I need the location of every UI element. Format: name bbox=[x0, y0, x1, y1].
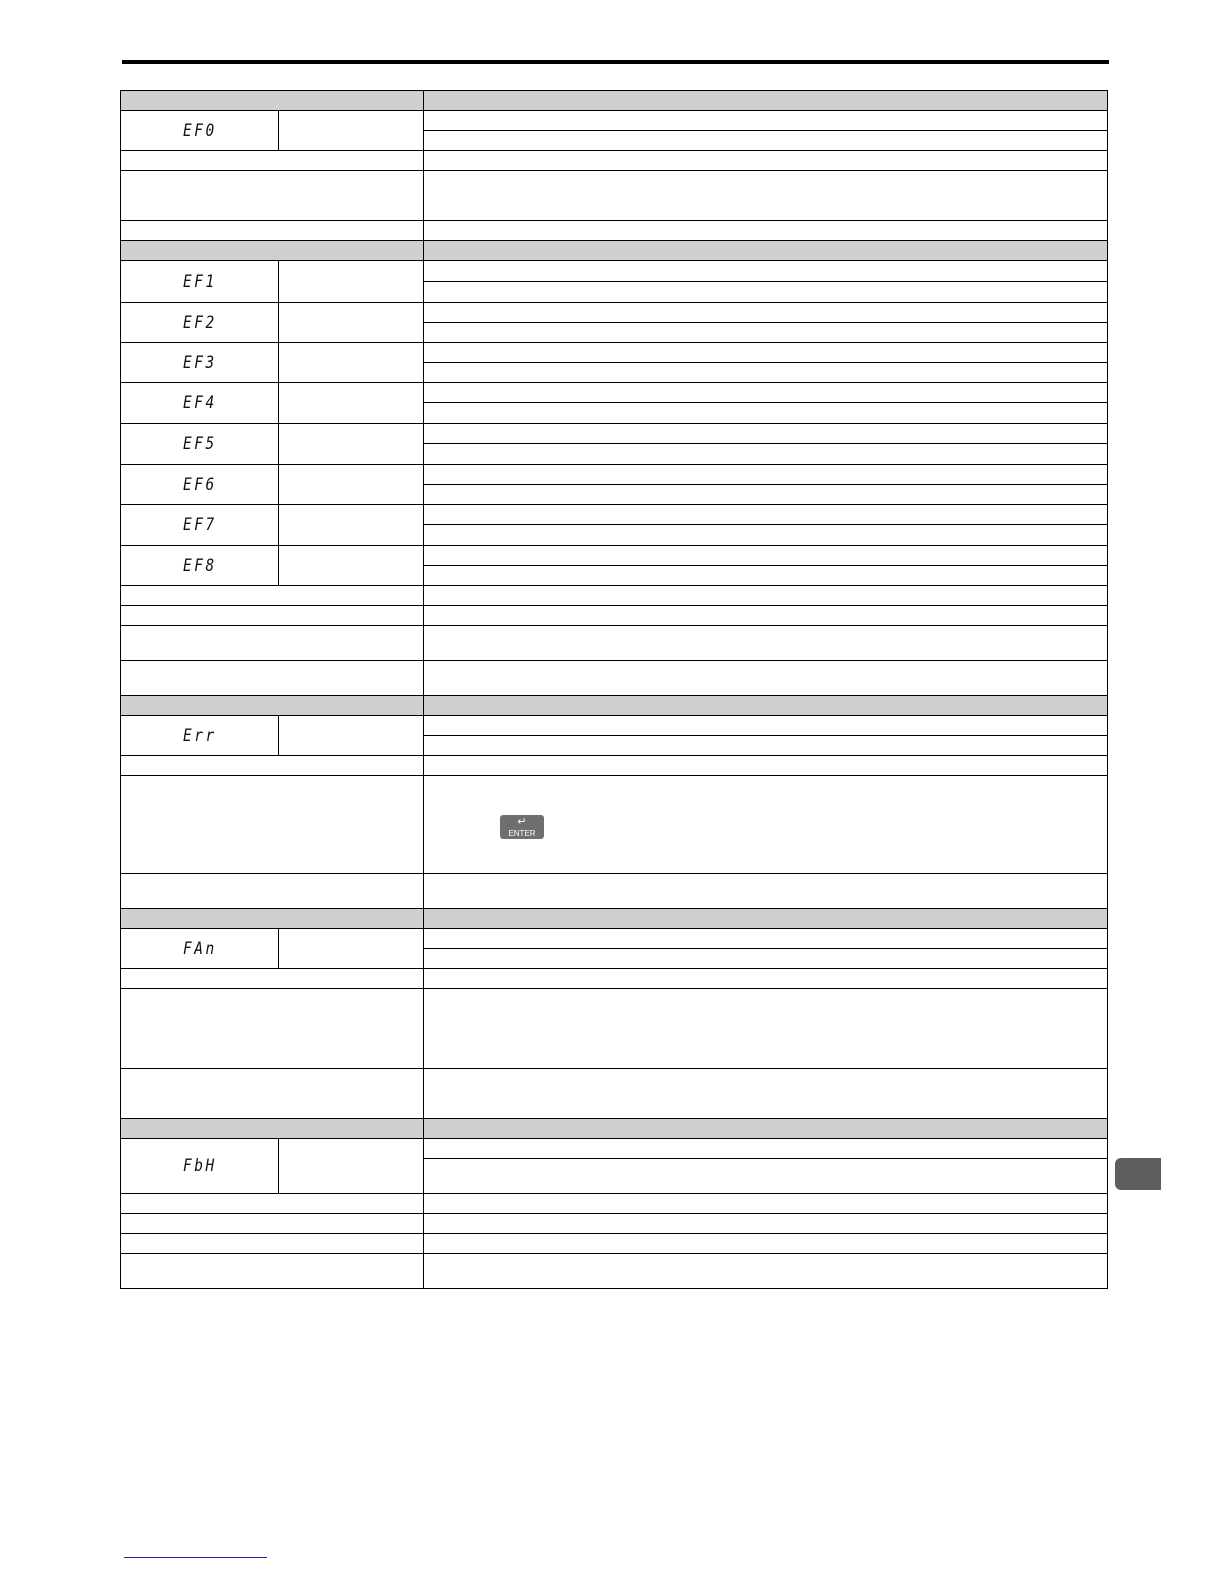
fault-code-display bbox=[121, 716, 279, 756]
fault-code-display bbox=[121, 465, 279, 505]
fault-name-cell bbox=[279, 424, 424, 465]
fault-description-cell bbox=[424, 736, 1108, 756]
cause-cell bbox=[121, 989, 424, 1069]
cause-cell bbox=[121, 756, 424, 776]
cause-cell bbox=[121, 606, 424, 626]
cause-cell bbox=[121, 1069, 424, 1119]
fault-header-row bbox=[121, 696, 1108, 716]
enter-arrow-glyph: ↵ bbox=[517, 816, 527, 828]
header-cell-left bbox=[121, 1119, 424, 1139]
cause-action-row bbox=[121, 606, 1108, 626]
fault-code-text: FbH bbox=[182, 1156, 217, 1176]
fault-code-text: EF2 bbox=[182, 312, 217, 333]
action-cell bbox=[424, 776, 1108, 874]
cause-action-row bbox=[121, 776, 1108, 874]
fault-description-cell bbox=[424, 566, 1108, 586]
fault-name-cell bbox=[279, 929, 424, 969]
cause-action-row bbox=[121, 1214, 1108, 1234]
fault-name-cell bbox=[279, 383, 424, 424]
cause-cell bbox=[121, 151, 424, 171]
action-cell bbox=[424, 1214, 1108, 1234]
fault-code-text: FAn bbox=[182, 938, 217, 959]
header-cell-right bbox=[424, 1119, 1108, 1139]
fault-code-row bbox=[121, 716, 1108, 736]
fault-code-row bbox=[121, 465, 1108, 485]
action-cell bbox=[424, 1194, 1108, 1214]
top-rule bbox=[122, 60, 1109, 64]
fault-description-cell bbox=[424, 465, 1108, 485]
chapter-tab bbox=[1115, 1158, 1161, 1190]
action-cell bbox=[424, 171, 1108, 221]
fault-description-cell bbox=[424, 282, 1108, 303]
fault-description-cell bbox=[424, 444, 1108, 465]
cause-action-row bbox=[121, 1254, 1108, 1289]
fault-description-cell bbox=[424, 546, 1108, 566]
action-cell bbox=[424, 1069, 1108, 1119]
header-cell-left bbox=[121, 909, 424, 929]
action-cell bbox=[424, 661, 1108, 696]
fault-code-text: EF8 bbox=[182, 555, 217, 576]
fault-code-text: Err bbox=[182, 725, 217, 746]
action-cell bbox=[424, 756, 1108, 776]
fault-code-text: EF3 bbox=[182, 352, 217, 373]
cause-cell bbox=[121, 171, 424, 221]
fault-header-row bbox=[121, 241, 1108, 261]
fault-description-cell bbox=[424, 1159, 1108, 1194]
fault-code-display bbox=[121, 546, 279, 586]
cause-action-row bbox=[121, 626, 1108, 661]
fault-description-cell bbox=[424, 716, 1108, 736]
action-cell bbox=[424, 586, 1108, 606]
fault-header-row bbox=[121, 91, 1108, 111]
fault-name-cell bbox=[279, 343, 424, 383]
cause-cell bbox=[121, 661, 424, 696]
cause-cell bbox=[121, 626, 424, 661]
fault-description-cell bbox=[424, 383, 1108, 403]
fault-description-cell bbox=[424, 929, 1108, 949]
header-cell-left bbox=[121, 91, 424, 111]
fault-description-cell bbox=[424, 323, 1108, 343]
fault-description-cell bbox=[424, 111, 1108, 131]
fault-code-display bbox=[121, 343, 279, 383]
fault-code-display bbox=[121, 111, 279, 151]
fault-code-text: EF5 bbox=[182, 434, 217, 454]
fault-code-row bbox=[121, 505, 1108, 525]
fault-description-cell bbox=[424, 403, 1108, 424]
fault-name-cell bbox=[279, 505, 424, 546]
action-cell bbox=[424, 221, 1108, 241]
cause-action-row bbox=[121, 969, 1108, 989]
fault-code-display bbox=[121, 261, 279, 303]
fault-description-cell bbox=[424, 363, 1108, 383]
cause-action-row bbox=[121, 661, 1108, 696]
header-cell-right bbox=[424, 91, 1108, 111]
fault-code-text: EF7 bbox=[182, 515, 217, 535]
cause-action-row bbox=[121, 989, 1108, 1069]
header-cell-right bbox=[424, 909, 1108, 929]
cause-cell bbox=[121, 969, 424, 989]
fault-code-text: EF0 bbox=[182, 120, 217, 141]
fault-code-row bbox=[121, 929, 1108, 949]
enter-key-label: ENTER bbox=[508, 829, 536, 838]
action-cell bbox=[424, 874, 1108, 909]
cause-cell bbox=[121, 586, 424, 606]
cause-cell bbox=[121, 1234, 424, 1254]
fault-code-display bbox=[121, 424, 279, 465]
action-cell bbox=[424, 151, 1108, 171]
cause-action-row bbox=[121, 1194, 1108, 1214]
fault-description-cell bbox=[424, 525, 1108, 546]
fault-code-display bbox=[121, 929, 279, 969]
fault-code-display bbox=[121, 383, 279, 424]
cause-cell bbox=[121, 776, 424, 874]
fault-code-row bbox=[121, 546, 1108, 566]
fault-description-cell bbox=[424, 131, 1108, 151]
fault-name-cell bbox=[279, 546, 424, 586]
fault-name-cell bbox=[279, 261, 424, 303]
action-cell bbox=[424, 989, 1108, 1069]
header-cell-right bbox=[424, 241, 1108, 261]
cause-action-row bbox=[121, 756, 1108, 776]
fault-description-cell bbox=[424, 424, 1108, 444]
header-cell-left bbox=[121, 696, 424, 716]
fault-code-row bbox=[121, 424, 1108, 444]
fault-description-cell bbox=[424, 303, 1108, 323]
fault-code-text: EF1 bbox=[182, 271, 217, 292]
action-cell bbox=[424, 606, 1108, 626]
fault-description-cell bbox=[424, 485, 1108, 505]
cause-cell bbox=[121, 1194, 424, 1214]
fault-code-display bbox=[121, 505, 279, 546]
fault-table bbox=[120, 90, 1108, 1289]
cause-action-row bbox=[121, 586, 1108, 606]
action-cell bbox=[424, 1234, 1108, 1254]
header-cell-left bbox=[121, 241, 424, 261]
fault-header-row bbox=[121, 909, 1108, 929]
cause-action-row bbox=[121, 221, 1108, 241]
fault-name-cell bbox=[279, 1139, 424, 1194]
cause-action-row bbox=[121, 874, 1108, 909]
fault-description-cell bbox=[424, 949, 1108, 969]
fault-code-row bbox=[121, 343, 1108, 363]
fault-code-display bbox=[121, 303, 279, 343]
fault-code-row bbox=[121, 303, 1108, 323]
cause-cell bbox=[121, 1254, 424, 1289]
fault-description-cell bbox=[424, 1139, 1108, 1159]
cause-action-row bbox=[121, 1234, 1108, 1254]
fault-name-cell bbox=[279, 465, 424, 505]
fault-code-row bbox=[121, 1139, 1108, 1159]
action-cell bbox=[424, 1254, 1108, 1289]
fault-code-display bbox=[121, 1139, 279, 1194]
footer-link-underline[interactable] bbox=[124, 1557, 267, 1558]
fault-name-cell bbox=[279, 303, 424, 343]
fault-code-text: EF6 bbox=[182, 474, 217, 495]
cause-cell bbox=[121, 874, 424, 909]
enter-key-icon bbox=[500, 815, 544, 839]
fault-code-row bbox=[121, 261, 1108, 282]
action-cell bbox=[424, 626, 1108, 661]
cause-action-row bbox=[121, 1069, 1108, 1119]
fault-description-cell bbox=[424, 261, 1108, 282]
cause-cell bbox=[121, 1214, 424, 1234]
fault-description-cell bbox=[424, 505, 1108, 525]
action-cell bbox=[424, 969, 1108, 989]
fault-code-row bbox=[121, 383, 1108, 403]
fault-name-cell bbox=[279, 111, 424, 151]
fault-description-cell bbox=[424, 343, 1108, 363]
fault-code-text: EF4 bbox=[182, 393, 217, 413]
cause-action-row bbox=[121, 151, 1108, 171]
header-cell-right bbox=[424, 696, 1108, 716]
cause-action-row bbox=[121, 171, 1108, 221]
cause-cell bbox=[121, 221, 424, 241]
fault-name-cell bbox=[279, 716, 424, 756]
fault-header-row bbox=[121, 1119, 1108, 1139]
fault-code-row bbox=[121, 111, 1108, 131]
